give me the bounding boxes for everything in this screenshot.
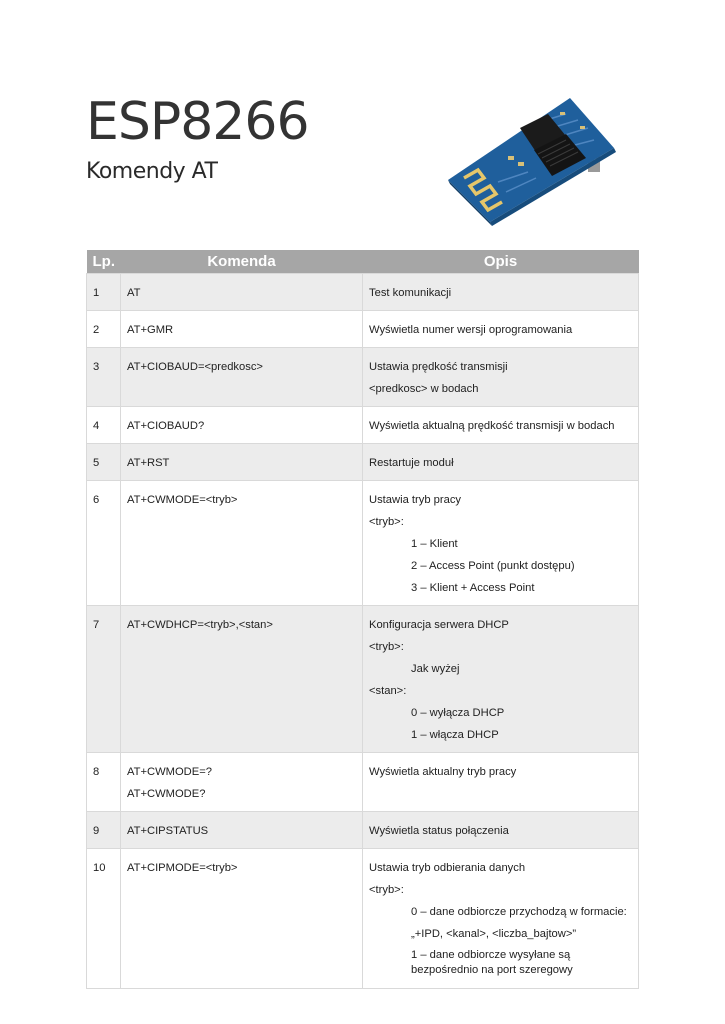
description-option: 3 – Klient + Access Point <box>411 582 535 594</box>
description-option: 0 – dane odbiorcze przychodzą w formacie: <box>411 906 627 918</box>
description-cell <box>363 444 639 481</box>
row-number: 2 <box>87 311 121 348</box>
command-cell <box>121 481 363 606</box>
command-text: AT+CWMODE=<tryb> <box>127 494 238 506</box>
table-row <box>87 407 639 444</box>
esp8266-module-image <box>438 92 638 232</box>
command-cell <box>121 849 363 989</box>
command-text: AT+CIOBAUD? <box>127 420 205 432</box>
table-row <box>87 274 639 311</box>
description-cell <box>363 407 639 444</box>
command-cell <box>121 311 363 348</box>
description-line: <stan>: <box>369 685 407 697</box>
description-option: 2 – Access Point (punkt dostępu) <box>411 560 575 572</box>
description-line: Ustawia tryb odbierania danych <box>369 862 526 874</box>
column-header-lp: Lp. <box>87 250 121 274</box>
command-cell <box>121 407 363 444</box>
table-header-row <box>87 250 639 274</box>
description-option: 1 – dane odbiorcze wysyłane są bezpośrednio na port szeregowy <box>411 949 573 976</box>
table-row <box>87 753 639 812</box>
table-row <box>87 606 639 753</box>
command-text: AT+GMR <box>127 324 174 336</box>
description-cell <box>363 311 639 348</box>
command-cell <box>121 444 363 481</box>
description-line: Wyświetla aktualną prędkość transmisji w bodach <box>369 420 615 432</box>
column-header-komenda: Komenda <box>121 250 363 274</box>
command-cell <box>121 812 363 849</box>
description-option: Jak wyżej <box>411 663 460 675</box>
description-cell <box>363 849 639 989</box>
table-row <box>87 444 639 481</box>
row-number: 4 <box>87 407 121 444</box>
row-number: 6 <box>87 481 121 606</box>
command-text: AT+RST <box>127 457 170 469</box>
description-cell <box>363 812 639 849</box>
table-row <box>87 348 639 407</box>
command-text: AT+CWMODE=? <box>127 766 212 778</box>
description-cell <box>363 348 639 407</box>
description-option: 1 – włącza DHCP <box>411 729 499 741</box>
command-cell <box>121 348 363 407</box>
description-cell <box>363 274 639 311</box>
description-line: <predkosc> w bodach <box>369 383 479 395</box>
column-header-opis: Opis <box>363 250 639 274</box>
description-line: Wyświetla numer wersji oprogramowania <box>369 324 573 336</box>
row-number: 1 <box>87 274 121 311</box>
row-number: 7 <box>87 606 121 753</box>
description-option: 1 – Klient <box>411 538 458 550</box>
description-cell <box>363 753 639 812</box>
command-text: AT+CIPSTATUS <box>127 825 209 837</box>
row-number: 5 <box>87 444 121 481</box>
table-row <box>87 812 639 849</box>
row-number: 10 <box>87 849 121 989</box>
table-row <box>87 849 639 989</box>
description-cell <box>363 606 639 753</box>
description-line: Wyświetla aktualny tryb pracy <box>369 766 517 778</box>
command-text: AT+CIPMODE=<tryb> <box>127 862 238 874</box>
description-cell <box>363 481 639 606</box>
table-row <box>87 481 639 606</box>
description-line: Ustawia prędkość transmisji <box>369 361 508 373</box>
command-text: AT <box>127 287 141 299</box>
description-line: Ustawia tryb pracy <box>369 494 462 506</box>
description-line: <tryb>: <box>369 884 404 896</box>
description-option: „+IPD, <kanal>, <liczba_bajtow>” <box>411 928 577 940</box>
row-number: 3 <box>87 348 121 407</box>
command-cell <box>121 274 363 311</box>
command-cell <box>121 753 363 812</box>
document-title: ESP8266 <box>86 92 309 152</box>
description-line: Restartuje moduł <box>369 457 454 469</box>
description-option: 0 – wyłącza DHCP <box>411 707 505 719</box>
table-body <box>87 274 639 989</box>
document-subtitle: Komendy AT <box>86 159 218 184</box>
description-line: <tryb>: <box>369 516 404 528</box>
row-number: 9 <box>87 812 121 849</box>
command-text: AT+CWMODE? <box>127 788 206 800</box>
description-line: Test komunikacji <box>369 287 452 299</box>
description-line: <tryb>: <box>369 641 404 653</box>
row-number: 8 <box>87 753 121 812</box>
description-line: Wyświetla status połączenia <box>369 825 509 837</box>
table-row <box>87 311 639 348</box>
command-text: AT+CIOBAUD=<predkosc> <box>127 361 263 373</box>
command-cell <box>121 606 363 753</box>
at-commands-table <box>86 250 639 989</box>
description-line: Konfiguracja serwera DHCP <box>369 619 509 631</box>
command-text: AT+CWDHCP=<tryb>,<stan> <box>127 619 273 631</box>
